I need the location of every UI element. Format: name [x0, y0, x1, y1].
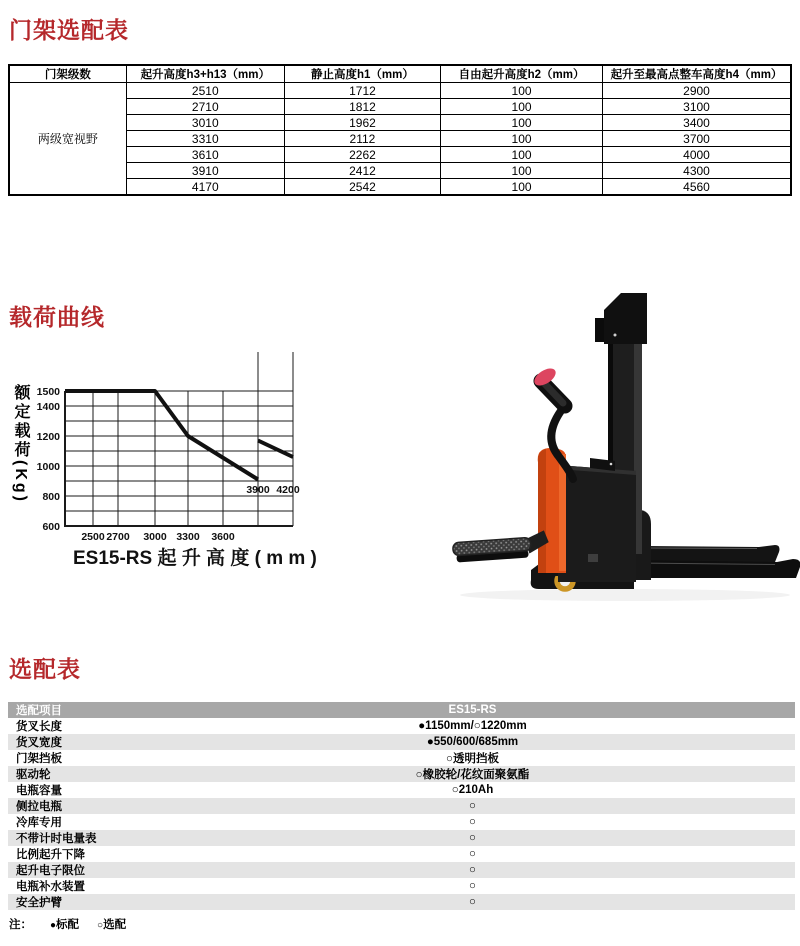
option-item-label: 货叉长度 — [16, 721, 62, 733]
option-item-value: ○ — [469, 832, 476, 844]
option-item-label: 门架挡板 — [16, 753, 62, 765]
option-item-value: ○ — [469, 864, 476, 876]
column-header: 静止高度h1（mm） — [284, 65, 440, 83]
x-tick-label: 2700 — [106, 531, 130, 543]
table-cell: 3100 — [603, 99, 792, 115]
x-tick-label: 3300 — [176, 531, 200, 543]
y-tick-label: 1200 — [36, 431, 60, 443]
option-item-label: 安全护臂 — [16, 897, 62, 909]
option-row — [8, 846, 795, 862]
table-cell: 3400 — [603, 115, 792, 131]
chart-y-axis-label: 额定载荷(Kg) — [12, 384, 29, 504]
option-item-value: ○ — [469, 880, 476, 892]
table-cell: 2542 — [284, 179, 440, 196]
table-row — [9, 99, 791, 115]
fork-rear — [645, 545, 780, 562]
table-cell: 100 — [441, 147, 603, 163]
column-header: 门架级数 — [9, 65, 126, 83]
option-item-label: 驱动轮 — [16, 769, 51, 781]
table-row — [9, 163, 791, 179]
table-cell: 2900 — [603, 83, 792, 99]
option-row — [8, 782, 795, 798]
ground-shadow — [460, 589, 790, 601]
table-cell: 1962 — [284, 115, 440, 131]
column-header: 自由起升高度h2（mm） — [441, 65, 603, 83]
load-curve-title: 载荷曲线 — [9, 304, 105, 330]
option-item-label: 不带计时电量表 — [16, 833, 97, 845]
option-item-label: 货叉宽度 — [16, 737, 62, 749]
legend-text: 标配 — [56, 919, 80, 931]
option-row — [8, 798, 795, 814]
option-row — [8, 878, 795, 894]
option-item-value: ○ — [469, 816, 476, 828]
note-legend-item — [50, 919, 79, 931]
table-cell: 4560 — [603, 179, 792, 196]
option-row — [8, 814, 795, 830]
table-cell: 100 — [441, 163, 603, 179]
y-tick-label: 1500 — [36, 386, 60, 398]
table-cell: 100 — [441, 99, 603, 115]
table-cell: 3910 — [126, 163, 284, 179]
option-item-label: 冷库专用 — [16, 817, 62, 829]
options-table — [8, 702, 795, 910]
x-tick-label-inside: 4200 — [276, 484, 300, 496]
option-row — [8, 830, 795, 846]
table-row — [9, 131, 791, 147]
load-curve-chart — [0, 345, 330, 580]
table-cell: 100 — [441, 131, 603, 147]
table-cell: 3610 — [126, 147, 284, 163]
table-cell: 2112 — [284, 131, 440, 147]
chart-x-axis-title: ES15-RS 起 升 高 度 ( m m ) — [73, 548, 317, 569]
column-header: 起升高度h3+h13（mm） — [126, 65, 284, 83]
option-item-value: ○橡胶轮/花纹面聚氨酯 — [415, 769, 530, 781]
table-row — [9, 115, 791, 131]
table-cell: 4170 — [126, 179, 284, 196]
option-item-label: 比例起升下降 — [16, 849, 85, 861]
table-cell: 2262 — [284, 147, 440, 163]
y-tick-label: 800 — [42, 491, 60, 503]
table-cell: 3010 — [126, 115, 284, 131]
option-row — [8, 718, 795, 734]
y-tick-label: 1000 — [36, 461, 60, 473]
column-header: 起升至最高点整车高度h4（mm） — [603, 65, 792, 83]
operator-platform — [452, 530, 550, 563]
table-row — [9, 83, 791, 99]
options-note — [9, 916, 126, 932]
option-item-value: ○210Ah — [451, 784, 494, 796]
option-item-label: 电瓶补水装置 — [16, 881, 85, 893]
note-legend-item — [97, 919, 126, 931]
legend-text: 选配 — [103, 919, 127, 931]
table-cell: 2510 — [126, 83, 284, 99]
option-row — [8, 766, 795, 782]
option-item-value: ●550/600/685mm — [426, 736, 519, 748]
x-tick-label: 3600 — [211, 531, 235, 543]
option-row — [8, 862, 795, 878]
option-item-value: ●1150mm/○1220mm — [418, 720, 527, 732]
table-cell: 4000 — [603, 147, 792, 163]
legend-symbol: ● — [50, 920, 57, 931]
y-tick-label: 600 — [42, 521, 60, 533]
table-cell: 3700 — [603, 131, 792, 147]
option-row — [8, 734, 795, 750]
column-header-model: ES15-RS — [448, 704, 497, 716]
table-cell: 2412 — [284, 163, 440, 179]
option-item-value: ○ — [469, 896, 476, 908]
product-photo-pallet-stacker — [425, 282, 800, 607]
mast-table-header-row — [9, 65, 791, 83]
table-cell: 100 — [441, 179, 603, 196]
x-tick-label-inside: 3900 — [246, 484, 270, 496]
row-group-label: 两级宽视野 — [9, 83, 126, 196]
x-tick-label: 3000 — [143, 531, 167, 543]
note-label: 注： — [9, 919, 32, 931]
table-cell: 1712 — [284, 83, 440, 99]
table-cell: 1812 — [284, 99, 440, 115]
table-cell: 4300 — [603, 163, 792, 179]
option-row — [8, 750, 795, 766]
column-header-item: 选配项目 — [16, 705, 62, 717]
options-header-row — [8, 702, 795, 718]
option-item-value: ○透明挡板 — [446, 753, 499, 765]
option-item-label: 侧拉电瓶 — [16, 801, 62, 813]
load-curve-line — [258, 441, 293, 458]
table-cell: 100 — [441, 115, 603, 131]
mast-table-title: 门架选配表 — [9, 17, 129, 43]
table-cell: 3310 — [126, 131, 284, 147]
option-item-value: ○ — [469, 848, 476, 860]
table-row — [9, 147, 791, 163]
option-item-label: 起升电子限位 — [16, 865, 85, 877]
table-cell: 100 — [441, 83, 603, 99]
option-item-value: ○ — [469, 800, 476, 812]
option-row — [8, 894, 795, 910]
table-cell: 2710 — [126, 99, 284, 115]
mast-option-table — [8, 64, 792, 196]
option-item-label: 电瓶容量 — [16, 785, 62, 797]
x-tick-label: 2500 — [81, 531, 105, 543]
legend-symbol: ○ — [97, 920, 104, 931]
options-table-title: 选配表 — [9, 656, 81, 682]
y-tick-label: 1400 — [36, 401, 60, 413]
table-row — [9, 179, 791, 196]
